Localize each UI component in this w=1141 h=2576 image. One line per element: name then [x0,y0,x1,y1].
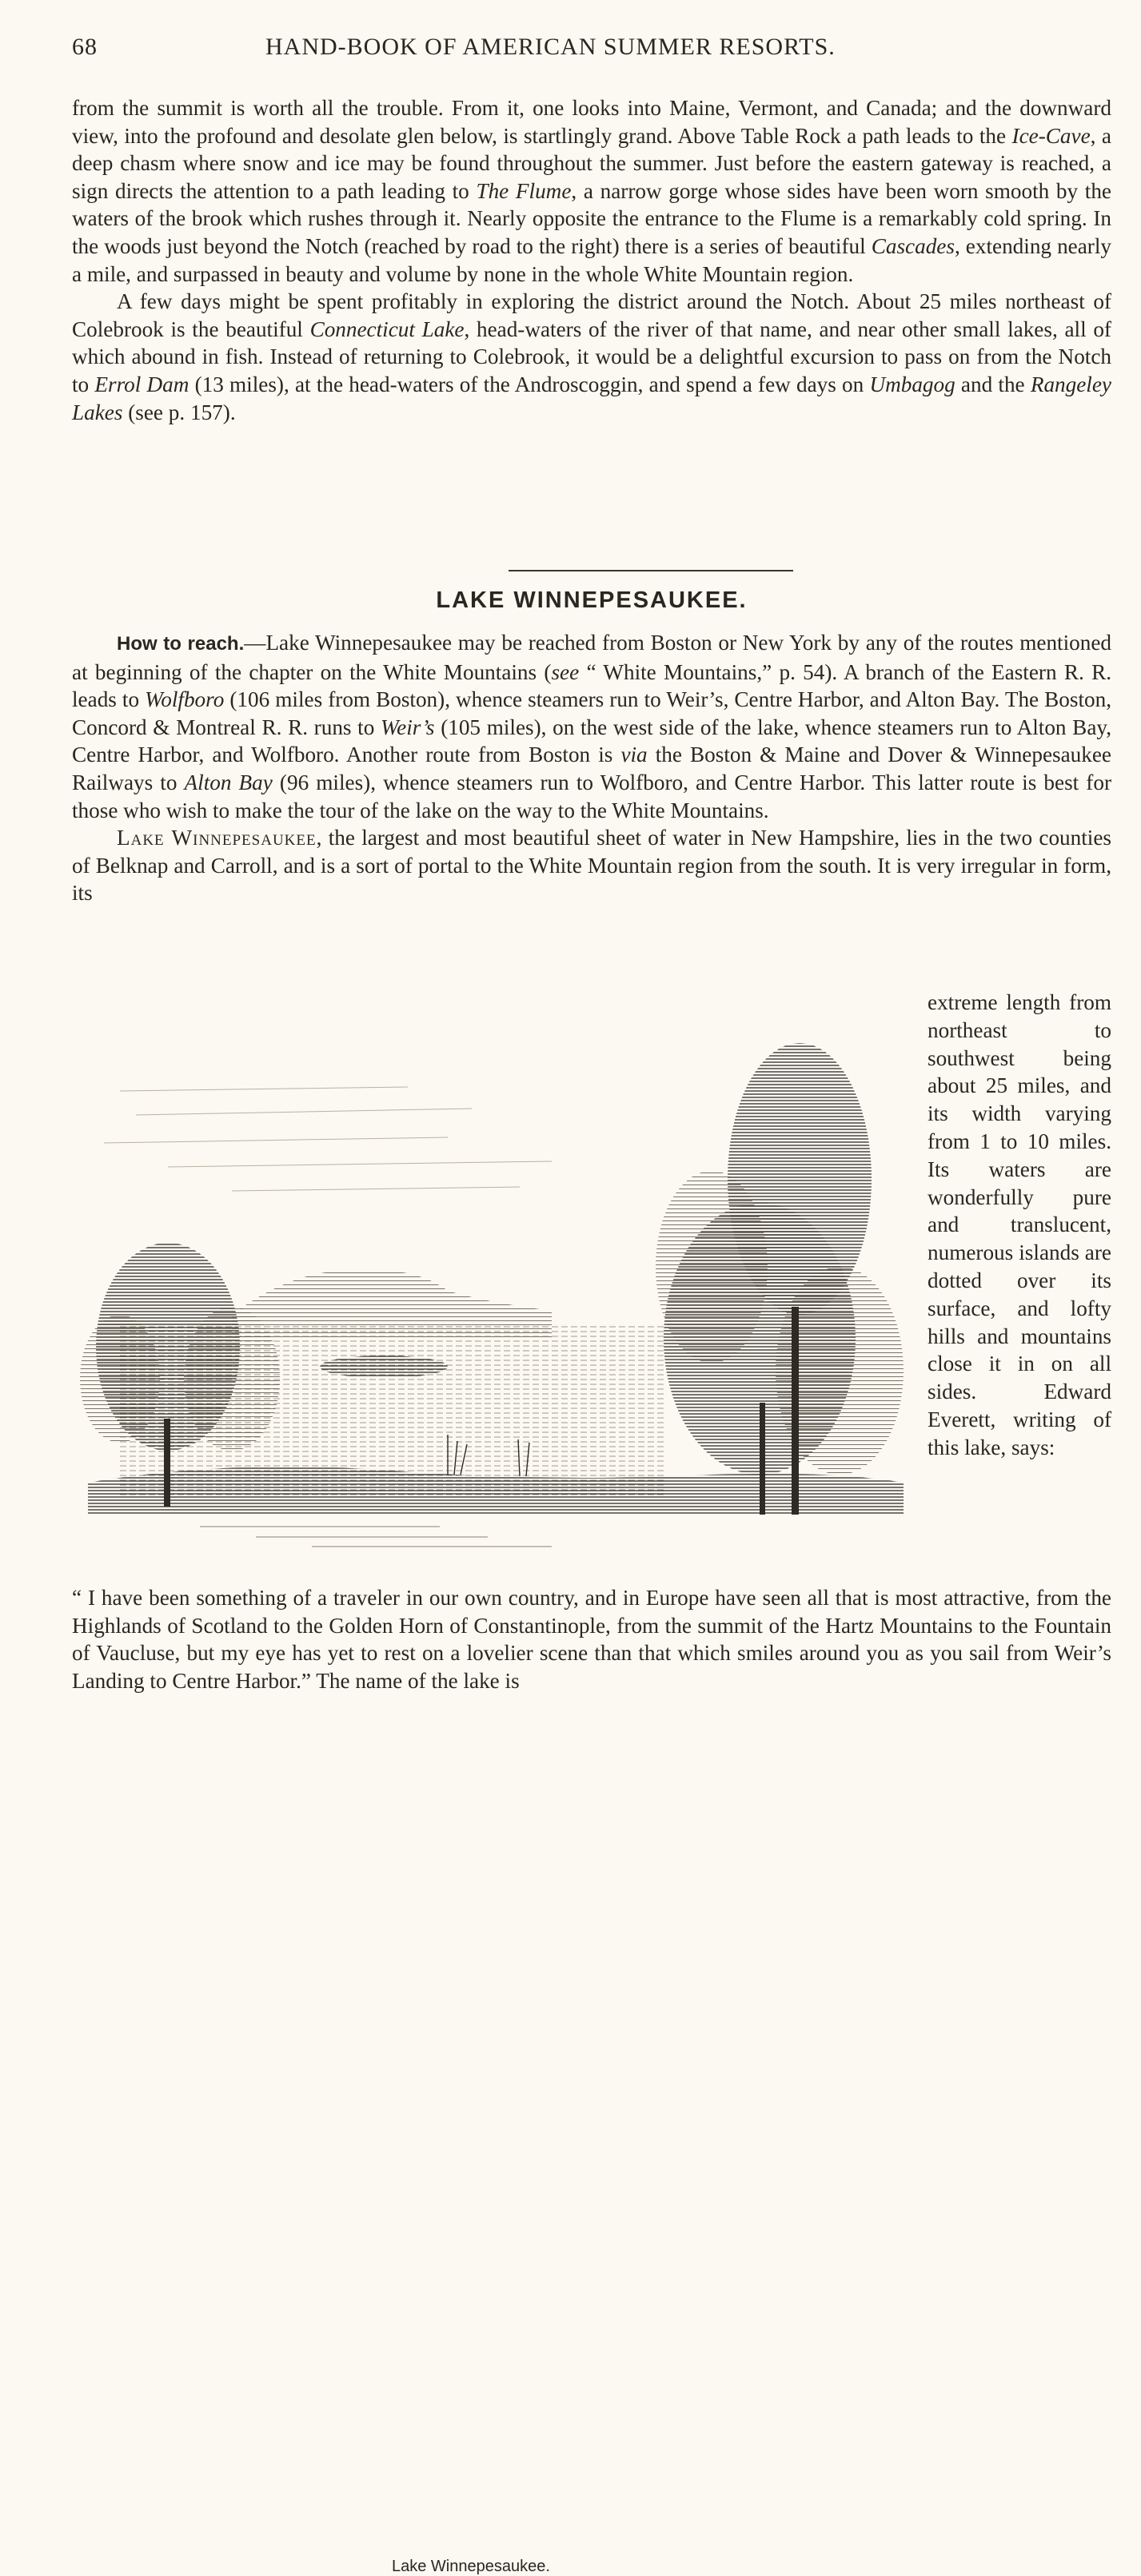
paragraph-lake-description: Lake Winnepesaukee, the largest and most beautiful sheet of water in New Hampshire, lies in the two counties of Belknap and Carroll, and is a sort of portal to the White Mountain region from the south. It is very irregular in form, its [72,826,1111,906]
paragraph-how-to-reach: How to reach.—Lake Winnepesaukee may be reached from Boston or New York by any of the routes mentioned at beginning of the chapter on the White Mountains (see “ White Mountains,” p. 54). A branch of the Eastern R. R. leads to Wolfboro (106 miles from Boston), whence steamers run to Weir’s, Centre Harbor, and Alton Bay. The Boston, Concord & Montreal R. R. runs to Weir’s (105 miles), on the west side of the lake, whence steamers run to Alton Bay, Centre Harbor, and Wolfboro. Another route from Boston is via the Boston & Maine and Dover & Winnepesaukee Railways to Alton Bay (96 miles), whence steamers run to Wolfboro, and Centre Harbor. This latter route is best for those who wish to make the tour of the lake on the way to the White Mountains. [72,631,1112,822]
text-block-middle [72,629,1111,907]
paragraph-notch-summit: from the summit is worth all the trouble. From it, one looks into Maine, Vermont, and Canada; and the downward view, into the profound and desolate glen below, is startlingly grand. Above Table Rock a path leads to the Ice-Cave, a deep chasm where snow and ice may be found throughout the summer. Just before the eastern gateway is reached, a sign directs the attention to a path leading to The Flume, a narrow gorge whose sides have been worn smooth by the waters of the brook which rushes through it. Nearly opposite the entrance to the Flume is a remarkably cold spring. In the woods just beyond the Notch (reached by road to the right) there is a series of beautiful Cascades, extending nearly a mile, and surpassed in beauty and volume by none in the whole White Mountain region. [72,96,1111,286]
lake-engraving-illustration [72,1003,920,1563]
running-title: HAND-BOOK OF AMERICAN SUMMER RESORTS. [265,34,836,60]
paragraph-notch-district: A few days might be spent profitably in exploring the district around the Notch. About 25 miles northeast of Colebrook is the beautiful Connecticut Lake, head-waters of the river of that name, and near other small lakes, all of which abound in fish. Instead of returning to Colebrook, it would be a delightful excursion to pass on from the Notch to Errol Dam (13 miles), at the head-waters of the Androscoggin, and spend a few days on Umbagog and the Rangeley Lakes (see p. 157). [72,289,1111,424]
run-in-heading: How to reach. [117,633,245,655]
text-column-beside-figure: extreme length from northeast to southwest being about 25 miles, and its width varying from 1 to 10 miles. Its waters are wonderfully pure and translucent, numerous islands are dotted over its surface, and lofty hills and mountains close it in on all sides. Edward Everett, writing of this lake, says: [928,990,1111,1459]
place-the-flume: The Flume [476,178,572,203]
section-divider [509,570,793,571]
page-number: 68 [72,34,98,60]
place-rangeley-lakes: Rangeley Lakes [72,372,1111,424]
place-weirs: Weir’s [381,715,435,739]
place-connecticut-lake: Connecticut Lake [309,317,465,341]
sky-lines [104,1087,552,1191]
right-trees [656,1043,904,1515]
figure-caption: Lake Winnepesaukee. [392,2558,550,2575]
island [320,1356,448,1378]
text-block-top [72,94,1111,426]
section-title: LAKE WINNEPESAUKEE. [436,587,748,613]
place-errol-dam: Errol Dam [94,372,190,396]
place-wolfboro: Wolfboro [145,687,225,712]
foreground-ripples [200,1527,552,1547]
text-block-bottom [72,1584,1111,1694]
place-cascades: Cascades [871,233,955,258]
lake-name-small-caps: Lake Winnepesaukee [117,826,317,850]
page-header [72,34,1111,66]
place-ice-cave: Ice-Cave [1011,123,1091,148]
place-alton-bay: Alton Bay [184,770,273,794]
place-umbagog: Umbagog [869,372,955,396]
paragraph-everett-quote: “ I have been something of a traveler in our own country, and in Europe have seen all that is most attractive, from the Highlands of Scotland to the Golden Horn of Constantinople, from the summit of the Hartz Mountains to the Fountain of Vaucluse, but my eye has yet to rest on a lovelier scene than that which smiles around you as you sail from Weir’s Landing to Centre Harbor.” The name of the lake is [72,1586,1111,1693]
